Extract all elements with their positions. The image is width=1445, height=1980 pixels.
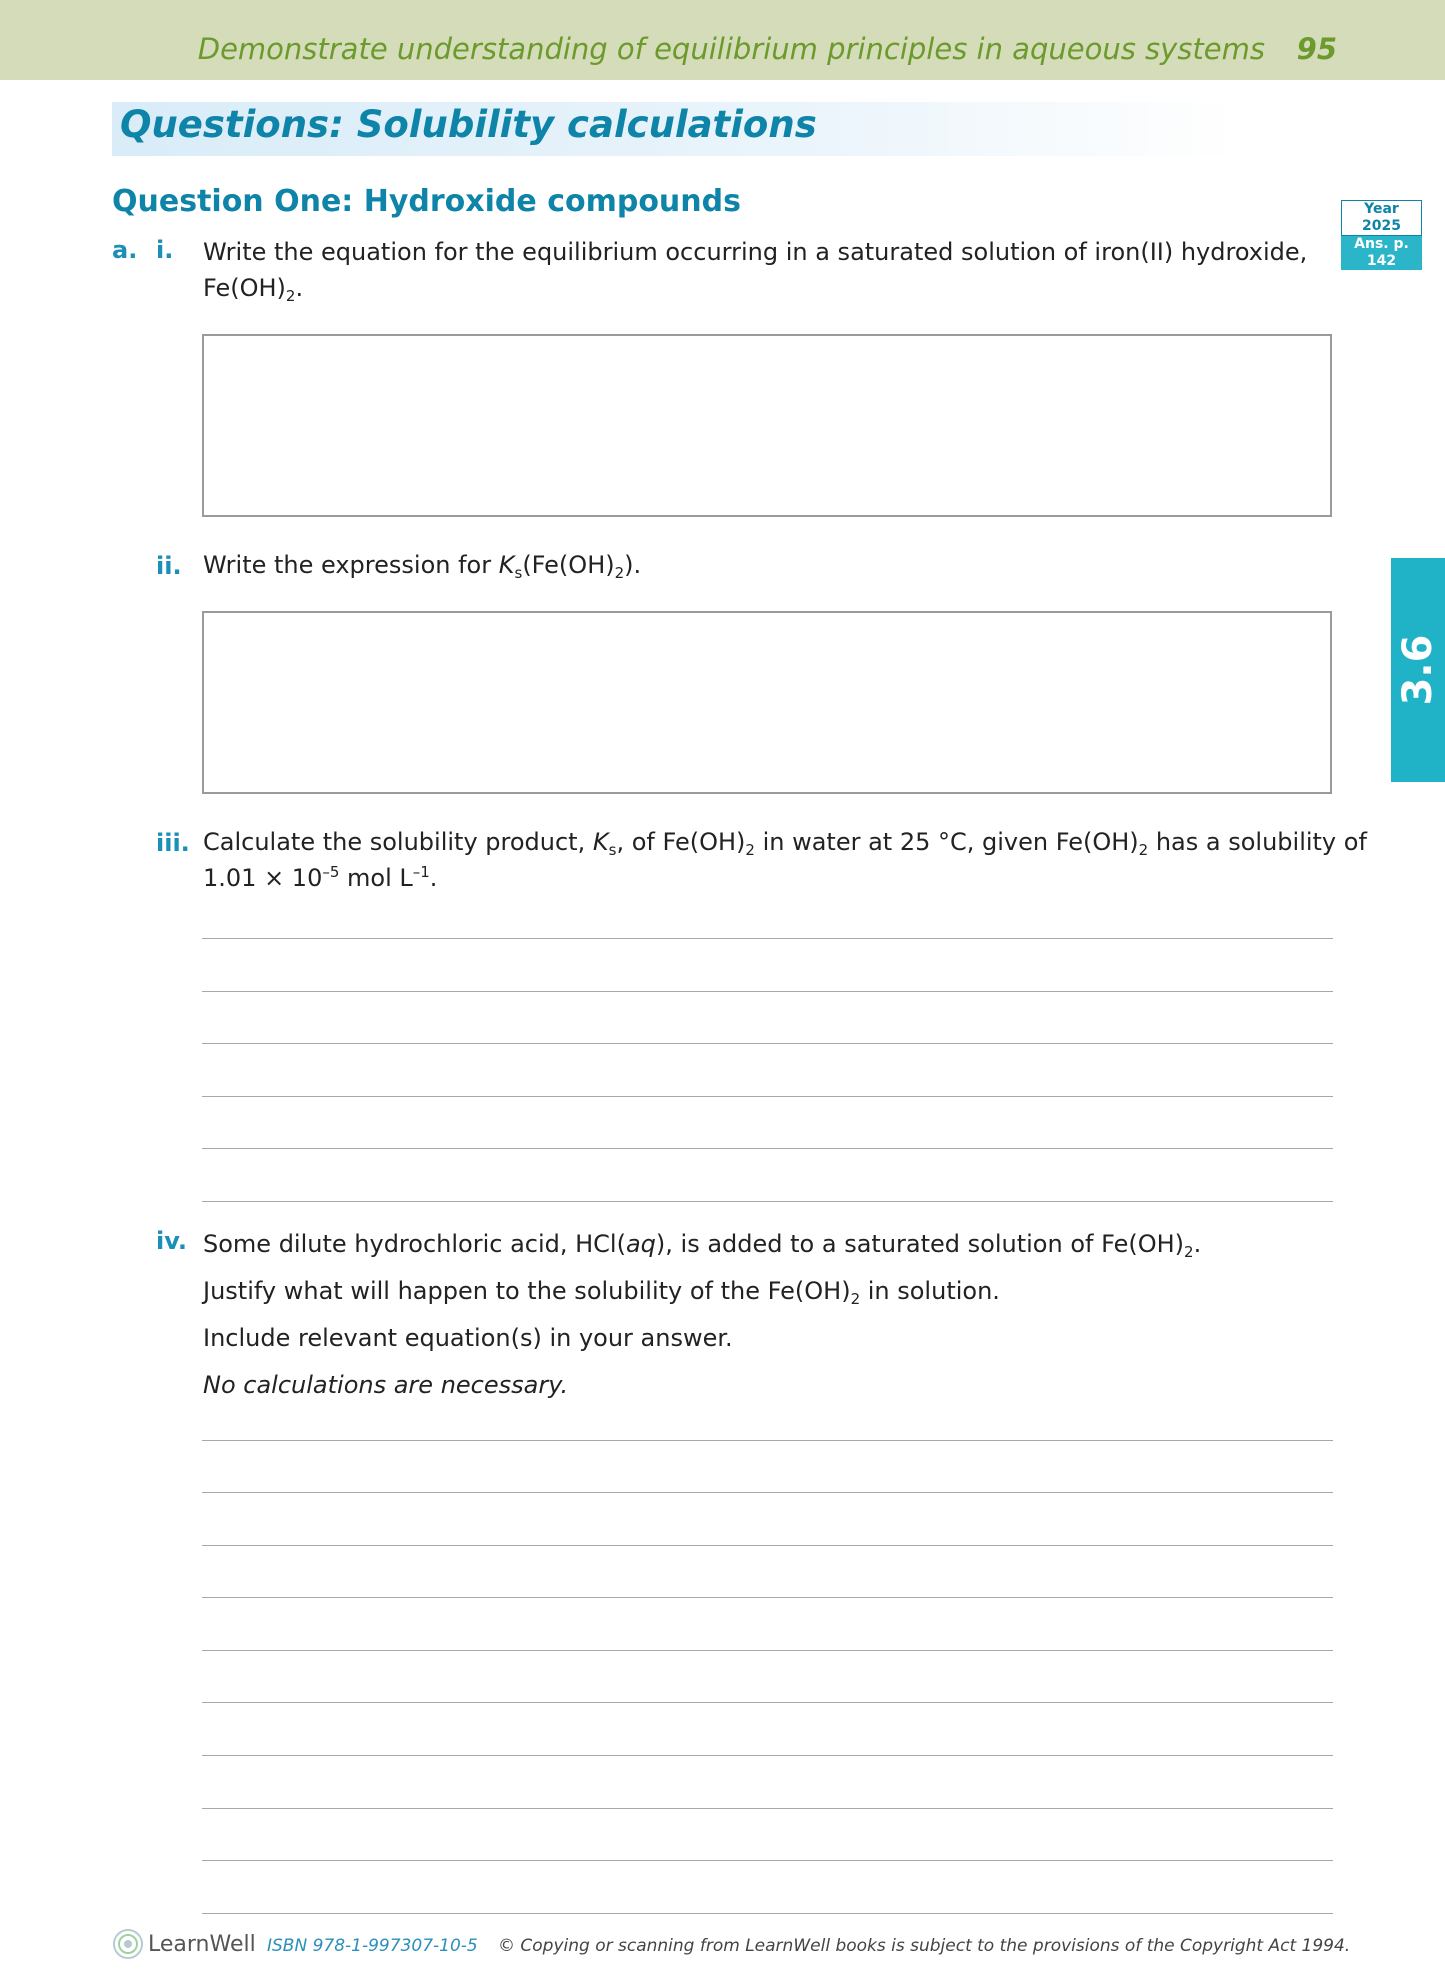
answer-line[interactable] [202, 1201, 1333, 1202]
question-a-iii-text: Calculate the solubility product, $K_s$, of $Fe(OH)_2$ in water at 25 °C, given $Fe(OH)_2$ has a solubility of $1.01 \times 10^{-5}$ mol $L^{-1}$. [203, 828, 1367, 892]
part-a-marker: a. [112, 236, 138, 264]
question-a-i-text: Write the equation for the equilibrium occurring in a saturated solution of iron(II) hydroxide, $Fe(OH)_2$. [203, 238, 1308, 305]
answer-line[interactable] [202, 1913, 1333, 1914]
answer-line[interactable] [202, 1860, 1333, 1861]
answer-line[interactable] [202, 1808, 1333, 1809]
part-ii-marker: ii. [156, 552, 182, 580]
answer-line[interactable] [202, 1440, 1333, 1441]
question-a-iv-text: Some dilute hydrochloric acid, HCl(aq), is added to a saturated solution of $Fe(OH)_2$. Justify what will happen to the solubility of the $Fe(OH)_2$ in solution. Include relevant equation(s) in your answer. No calculations are necessary. [203, 1230, 1202, 1399]
year-badge [1341, 200, 1422, 270]
page-footer [112, 1928, 1351, 1962]
chapter-tab [1391, 558, 1445, 782]
answer-box-a-ii[interactable] [202, 611, 1332, 794]
question-a-ii-text: Write the expression for $K_s(Fe(OH)_2)$. [203, 551, 642, 582]
answer-line[interactable] [202, 1545, 1333, 1546]
footer-isbn: ISBN 978-1-997307-10-5 [267, 1936, 478, 1956]
part-iii-marker: iii. [156, 829, 190, 857]
answer-line[interactable] [202, 1148, 1333, 1149]
part-iv-marker: iv. [156, 1227, 188, 1255]
question-a-i-line1: Write the equation for the equilibrium occurring in a saturated solution of iron(II) hydroxide, [203, 238, 1308, 266]
question-a-iv-note: No calculations are necessary. [203, 1371, 569, 1399]
answer-page-link[interactable]: Ans. p. 142 [1341, 236, 1422, 270]
running-header-title: Demonstrate understanding of equilibrium principles in aqueous systems [197, 32, 1265, 66]
answer-line[interactable] [202, 938, 1333, 939]
question-title: Question One: Hydroxide compounds [112, 184, 741, 219]
answer-line[interactable] [202, 991, 1333, 992]
footer-copyright: © Copying or scanning from LearnWell books is subject to the provisions of the Copyright Act 1994. [498, 1936, 1351, 1956]
learnwell-logo-icon [112, 1928, 144, 1960]
answer-line[interactable] [202, 1702, 1333, 1703]
answer-line[interactable] [202, 1755, 1333, 1756]
part-i-marker: i. [156, 236, 174, 264]
answer-line[interactable] [202, 1597, 1333, 1598]
answer-line[interactable] [202, 1043, 1333, 1044]
answer-line[interactable] [202, 1650, 1333, 1651]
section-title: Questions: Solubility calculations [120, 103, 817, 146]
footer-brand: LearnWell [148, 1932, 256, 1957]
chapter-tab-label: 3.6 [1395, 634, 1441, 706]
answer-box-a-i[interactable] [202, 334, 1332, 517]
question-a-iv-instruction: Include relevant equation(s) in your answer. [203, 1324, 733, 1352]
answer-line[interactable] [202, 1492, 1333, 1493]
year-label: Year 2025 [1341, 200, 1422, 236]
answer-line[interactable] [202, 1096, 1333, 1097]
page-number: 95 [1296, 32, 1337, 66]
